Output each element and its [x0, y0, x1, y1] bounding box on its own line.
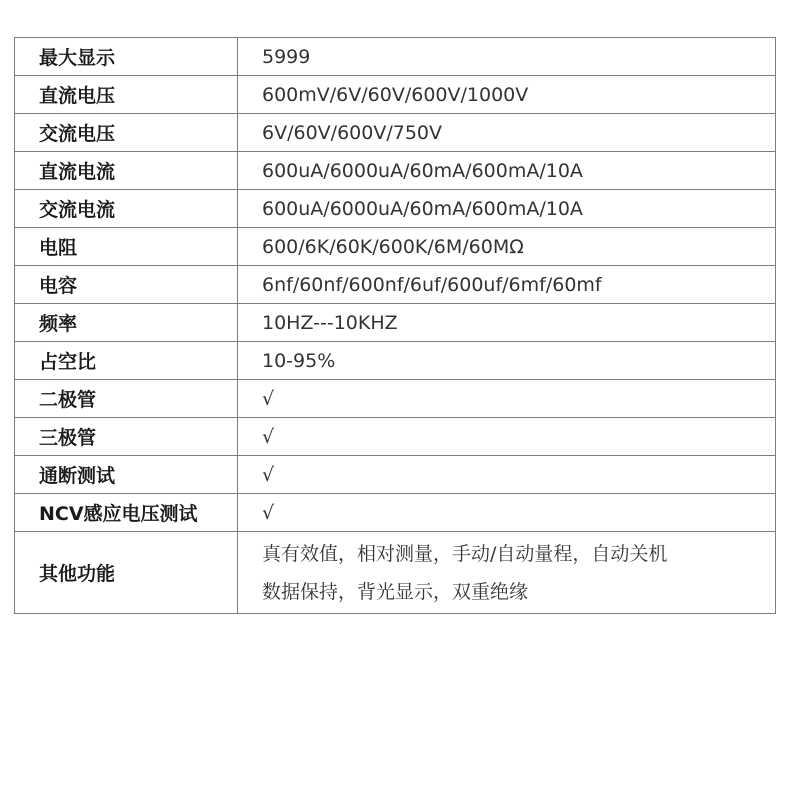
- row-label: 电阻: [15, 228, 238, 266]
- row-label: 占空比: [15, 342, 238, 380]
- table-row: [15, 190, 776, 228]
- table-row: [15, 342, 776, 380]
- row-value: 600/6K/60K/600K/6M/60MΩ: [238, 228, 776, 266]
- row-value-multiline: [238, 532, 776, 614]
- table-row: [15, 114, 776, 152]
- row-label: 其他功能: [15, 532, 238, 614]
- table-row-other-functions: [15, 532, 776, 614]
- table-row: [15, 76, 776, 114]
- row-value: 600uA/6000uA/60mA/600mA/10A: [238, 152, 776, 190]
- row-label: 三极管: [15, 418, 238, 456]
- table-row: [15, 494, 776, 532]
- row-value: √: [238, 456, 776, 494]
- table-row: [15, 266, 776, 304]
- row-label: NCV感应电压测试: [15, 494, 238, 532]
- table-row: [15, 38, 776, 76]
- row-value: 6nf/60nf/600nf/6uf/600uf/6mf/60mf: [238, 266, 776, 304]
- table-row: [15, 380, 776, 418]
- row-value: 600mV/6V/60V/600V/1000V: [238, 76, 776, 114]
- spec-table: [14, 37, 776, 614]
- row-label: 二极管: [15, 380, 238, 418]
- row-label: 交流电流: [15, 190, 238, 228]
- row-value: √: [238, 494, 776, 532]
- table-row: [15, 304, 776, 342]
- row-value: √: [238, 380, 776, 418]
- row-label: 直流电流: [15, 152, 238, 190]
- table-row: [15, 228, 776, 266]
- table-row: [15, 418, 776, 456]
- row-label: 最大显示: [15, 38, 238, 76]
- table-row: [15, 456, 776, 494]
- row-value: √: [238, 418, 776, 456]
- table-row: [15, 152, 776, 190]
- row-label: 交流电压: [15, 114, 238, 152]
- row-label: 直流电压: [15, 76, 238, 114]
- row-value: 6V/60V/600V/750V: [238, 114, 776, 152]
- row-label: 电容: [15, 266, 238, 304]
- other-functions-line: 数据保持，背光显示，双重绝缘: [262, 580, 529, 603]
- row-value: 600uA/6000uA/60mA/600mA/10A: [238, 190, 776, 228]
- row-label: 频率: [15, 304, 238, 342]
- row-value: 10HZ---10KHZ: [238, 304, 776, 342]
- row-value: 5999: [238, 38, 776, 76]
- row-label: 通断测试: [15, 456, 238, 494]
- other-functions-line: 真有效值，相对测量，手动/自动量程，自动关机: [262, 542, 668, 565]
- row-value: 10-95%: [238, 342, 776, 380]
